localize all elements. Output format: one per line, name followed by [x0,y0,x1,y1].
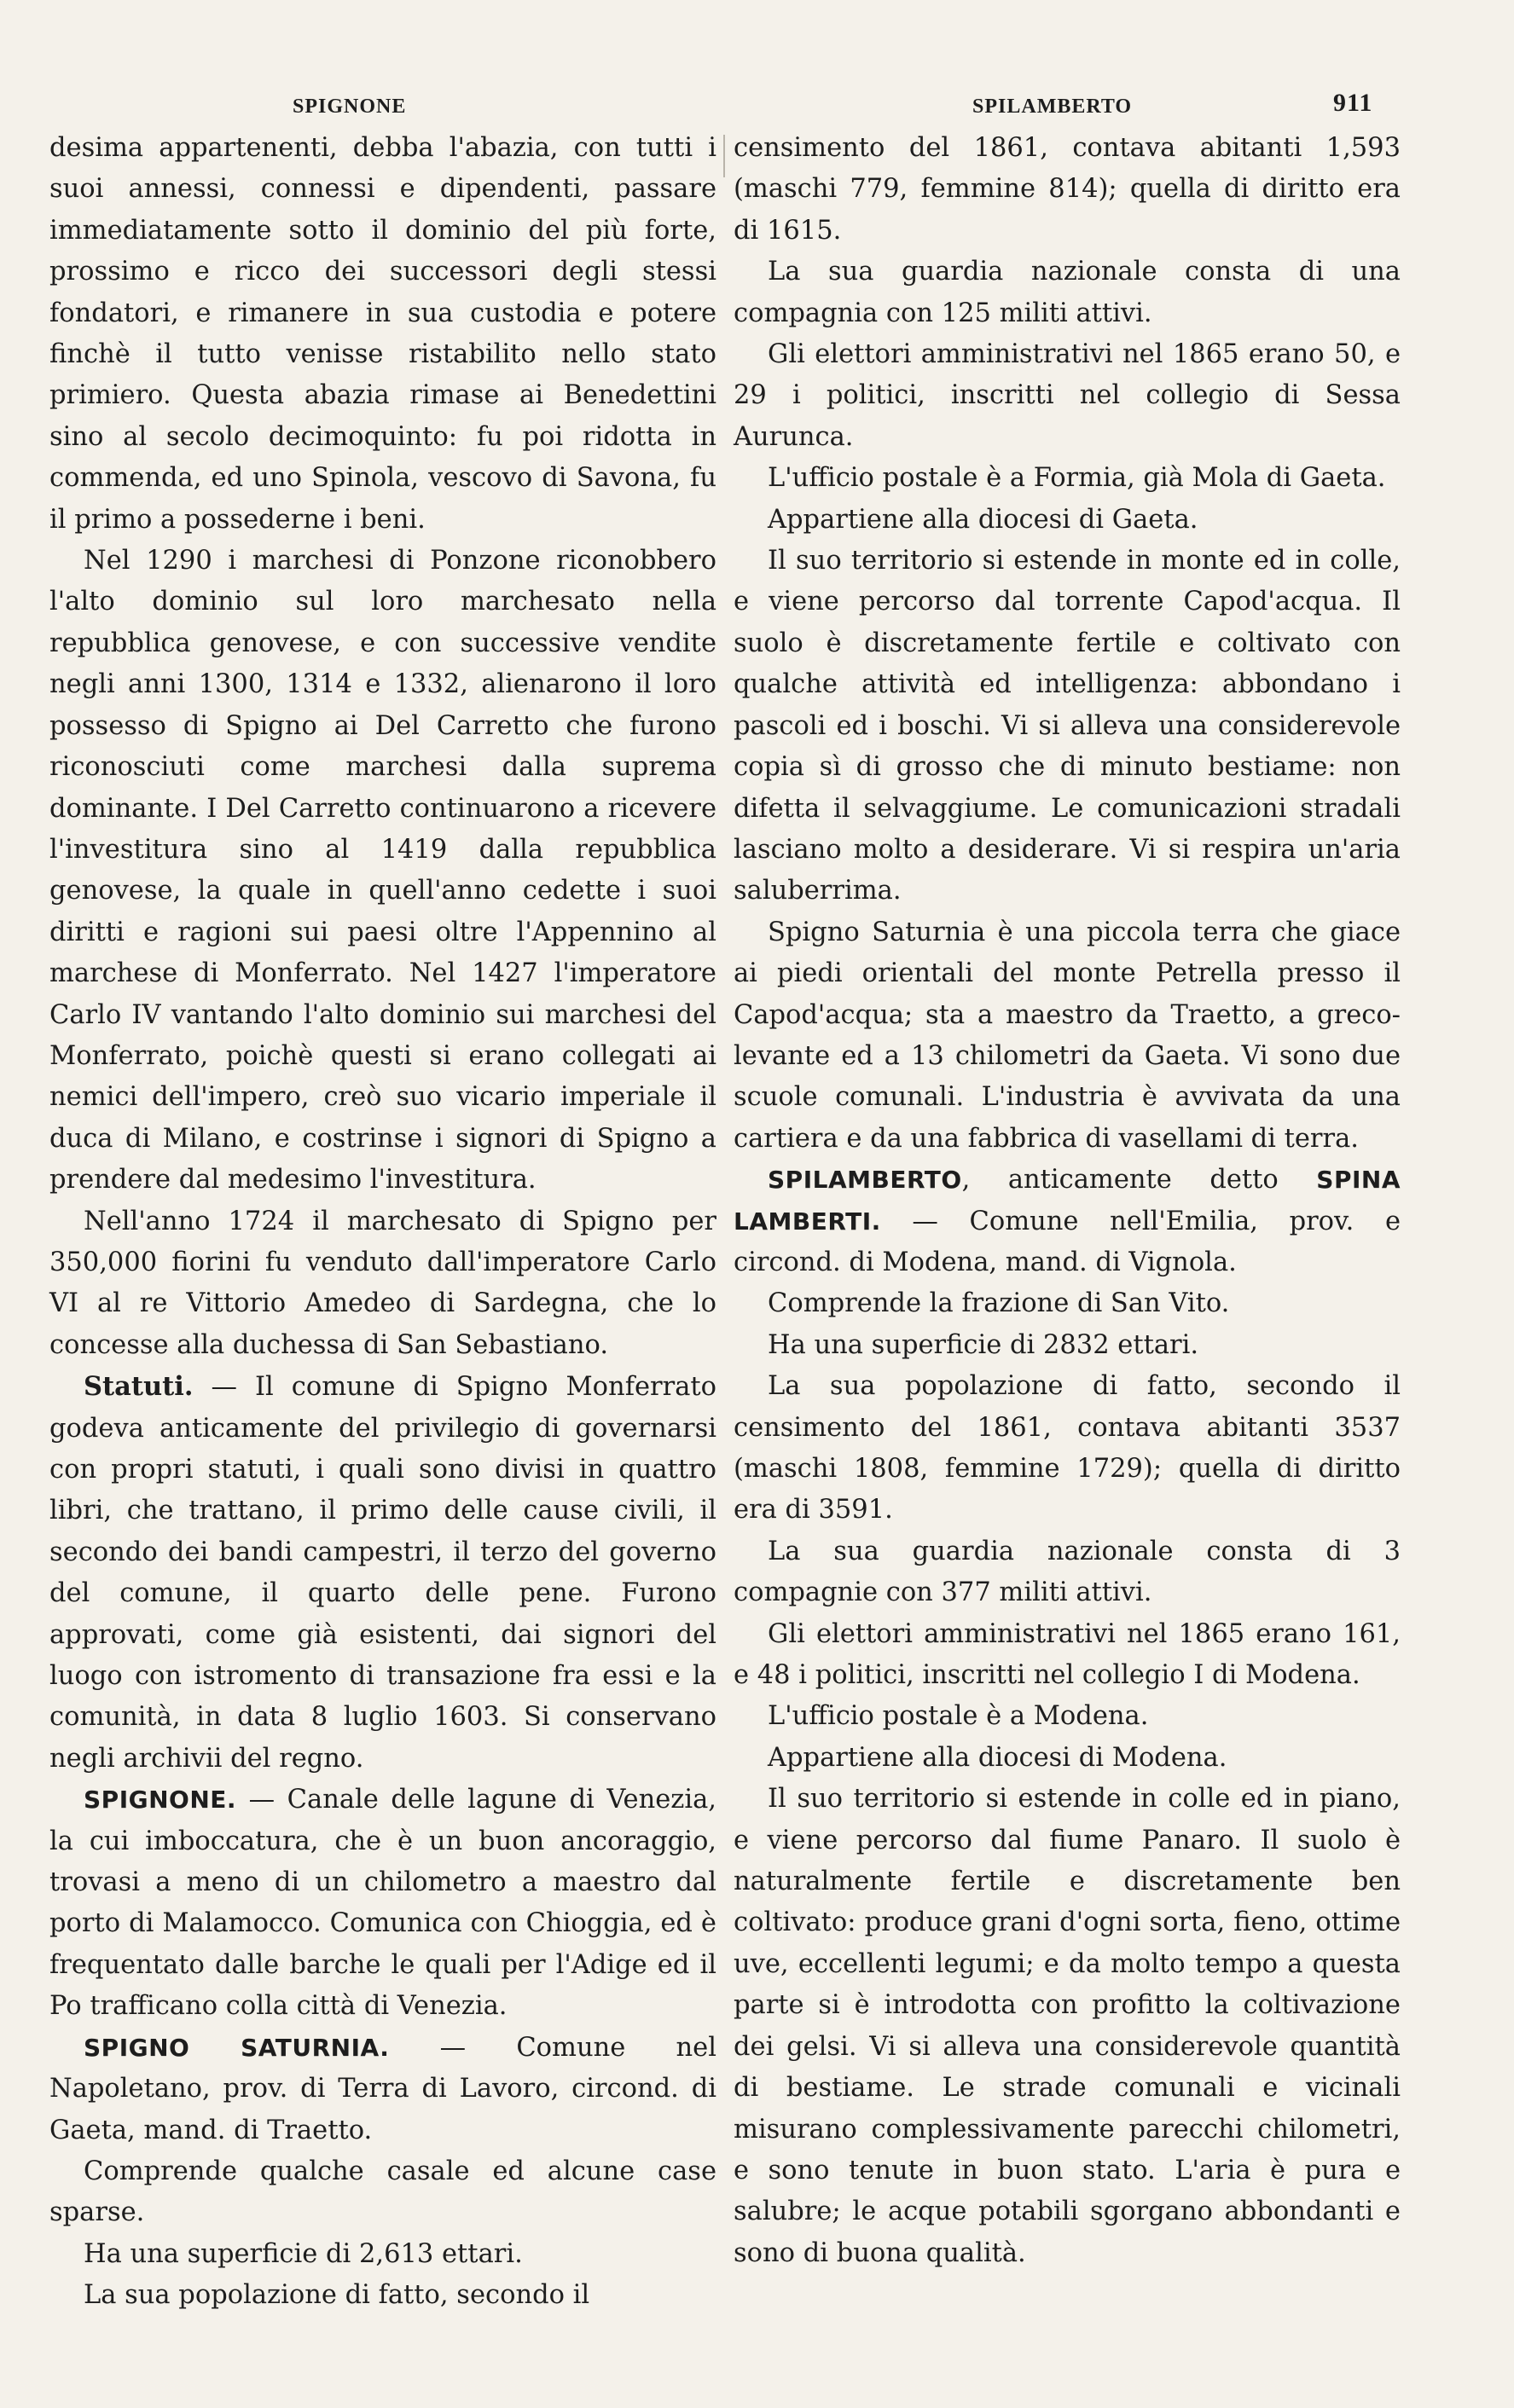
paragraph: Gli elettori amministrativi nel 1865 erano 50, e 29 i politici, inscritti nel collegio di Sessa Aurunca. [734,339,1401,452]
running-header-left: SPIGNONE [293,96,407,118]
paragraph: La sua popolazione di fatto, secondo il censimento del 1861, contava abitanti 3537 (maschi 1808, femmine 1729); quella di diritto era di 3591. [734,1371,1401,1525]
entry-heading: SPIGNONE. [84,1786,237,1815]
paragraph: L'ufficio postale è a Formia, già Mola di Gaeta. [768,463,1386,494]
paragraph: censimento del 1861, contava abitanti 1,593 (maschi 779, femmine 814); quella di diritto era di 1615. [734,133,1401,246]
paragraph: La sua guardia nazionale consta di 3 compagnie con 377 militi attivi. [734,1536,1401,1608]
paragraph: Comprende la frazione di San Vito. [768,1288,1230,1319]
paragraph: L'ufficio postale è a Modena. [768,1701,1149,1732]
entry-spignone: SPIGNONE. — Canale delle lagune di Venezia, la cui imboccatura, che è un buon ancoraggio, trovasi a meno di un chilometro a maestro dal porto di Malamocco. Comunica con Chioggia, ed è frequentato dalle barche le quali per l'Adige ed il Po trafficano colla città di Venezia. [49,1785,716,2022]
paragraph: Ha una superficie di 2832 ettari. [768,1329,1199,1360]
paragraph: Ha una superficie di 2,613 ettari. [84,2238,523,2269]
paragraph: Gli elettori amministrativi nel 1865 erano 161, e 48 i politici, inscritti nel collegio I di Modena. [734,1618,1401,1691]
left-column [49,128,716,2317]
entry-spigno-saturnia: SPIGNO SATURNIA. — Comune nel Napoletano, prov. di Terra di Lavoro, circond. di Gaeta, mand. di Traetto. [49,2032,716,2145]
section-lead: Statuti. [84,1371,194,1403]
paragraph: Il suo territorio si estende in colle ed in piano, e viene percorso dal fiume Panaro. Il suolo è naturalmente fertile e discretamente ben coltivato: produce grani d'ogni sorta, fieno, ottime uve, eccellenti legumi; e da molto tempo a questa parte si è introdotta con profitto la coltivazione dei gelsi. Vi si alleva una considerevole quantità di bestiame. Le strade comunali e vicinali misurano complessivamente parecchi chilometri, e sono tenute in buon stato. L'aria è pura e salubre; le acque potabili sgorgano abbondanti e sono di buona qualità. [734,1784,1401,2268]
paragraph: Appartiene alla diocesi di Gaeta. [768,504,1198,535]
entry-heading: SPILAMBERTO [768,1166,962,1195]
paragraph: Nell'anno 1724 il marchesato di Spigno per 350,000 fiorini fu venduto dall'imperatore Carlo VI al re Vittorio Amedeo di Sardegna, che lo concesse alla duchessa di San Sebastiano. [49,1206,716,1360]
entry-heading-alt: SPINA LAMBERTI. [734,1166,1401,1236]
paragraph-statuti: Statuti. — Il comune di Spigno Monferrato godeva anticamente del privilegio di governarsi con propri statuti, i quali sono divisi in quattro libri, che trattano, il primo delle cause civili, il secondo dei bandi campestri, il terzo del governo del comune, il quarto delle pene. Furono approvati, come già esistenti, dai signori del luogo con istromento di transazione fra essi e la comunità, in data 8 luglio 1603. Si conservano negli archivii del regno. [49,1371,716,1774]
page-number: 911 [1333,89,1373,117]
paragraph: Appartiene alla diocesi di Modena. [768,1742,1227,1773]
paragraph: La sua guardia nazionale consta di una compagnia con 125 militi attivi. [734,257,1401,328]
paragraph: Nel 1290 i marchesi di Ponzone riconobbero l'alto dominio sul loro marchesato nella repubblica genovese, e con successive vendite negli anni 1300, 1314 e 1332, alienarono il loro possesso di Spigno ai Del Carretto che furono riconosciuti come marchesi dalla suprema dominante. I Del Carretto continuarono a ricevere l'investitura sino al 1419 dalla repubblica genovese, la quale in quell'anno cedette i suoi diritti e ragioni sui paesi oltre l'Appennino al marchese di Monferrato. Nel 1427 l'imperatore Carlo IV vantando l'alto dominio sui marchesi del Monferrato, poichè questi si erano collegati ai nemici dell'impero, creò suo vicario imperiale il duca di Milano, e costrinse i signori di Spigno a prendere dal medesimo l'investitura. [49,546,716,1195]
column-rule-mark [723,135,725,177]
paragraph: desima appartenenti, debba l'abazia, con tutti i suoi annessi, connessi e dipendenti, passare immediatamente sotto il dominio del più forte, prossimo e ricco dei successori degli stessi fondatori, e rimanere in sua custodia e potere finchè il tutto venisse ristabilito nello stato primiero. Questa abazia rimase ai Benedettini sino al secolo decimoquinto: fu poi ridotta in commenda, ed uno Spinola, vescovo di Savona, fu il primo a possederne i beni. [49,133,716,535]
paragraph: La sua popolazione di fatto, secondo il [84,2280,590,2311]
right-column [734,128,1401,2274]
entry-heading: SPIGNO SATURNIA. [84,2033,390,2062]
paragraph: Comprende qualche casale ed alcune case sparse. [49,2156,716,2228]
paragraph: Il suo territorio si estende in monte ed in colle, e viene percorso dal torrente Capod'acqua. Il suolo è discretamente fertile e coltivato con qualche attività ed intelligenza: abbondano i pascoli ed i boschi. Vi si alleva una considerevole copia sì di grosso che di minuto bestiame: non difetta il selvaggiume. Le comunicazioni stradali lasciano molto a desiderare. Vi si respira un'aria saluberrima. [734,546,1401,906]
running-header-right: SPILAMBERTO [972,96,1133,118]
entry-spilamberto: SPILAMBERTO, anticamente detto SPINA LAMBERTI. — Comune nell'Emilia, prov. e circond. di Modena, mand. di Vignola. [734,1165,1401,1277]
paragraph: Spigno Saturnia è una piccola terra che giace ai piedi orientali del monte Petrella presso il Capod'acqua; sta a maestro da Traetto, a greco-levante ed a 13 chilometri da Gaeta. Vi sono due scuole comunali. L'industria è avvivata da una cartiera e da una fabbrica di vasellami di terra. [734,917,1401,1154]
